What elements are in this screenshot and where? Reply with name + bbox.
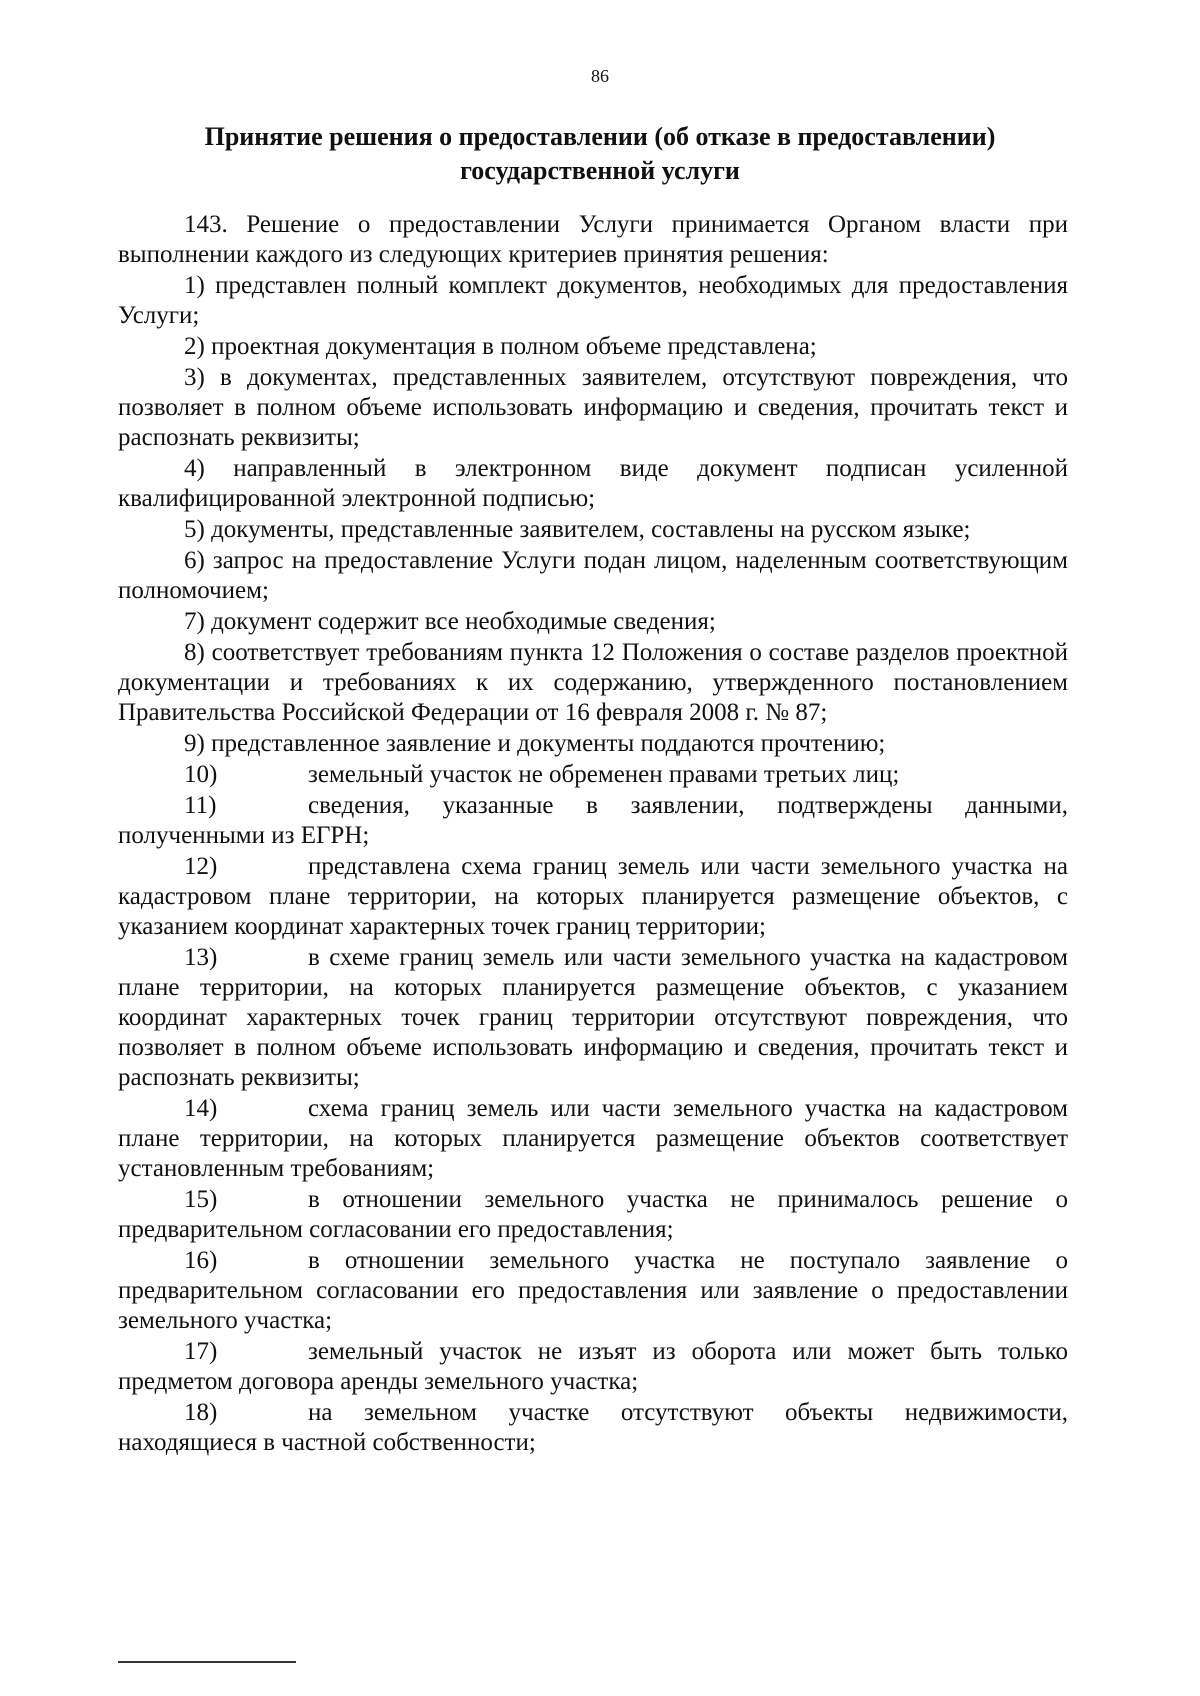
criteria-item: [118, 638, 1068, 728]
criteria-item-text: земельный участок не изъят из оборота или может быть только предметом договора аренды земельного участка;: [118, 1338, 1068, 1395]
section-title: [120, 120, 1080, 188]
criteria-item-number: 8): [184, 639, 205, 666]
criteria-item: [118, 760, 1068, 790]
criteria-item-number: 12): [184, 853, 218, 880]
criteria-item-number: 3): [184, 364, 205, 391]
page-number: 86: [591, 66, 609, 86]
criteria-item: [118, 852, 1068, 942]
criteria-item-text: схема границ земель или части земельного участка на кадастровом плане территории, на которых планируется размещение объектов соответствует установленным требованиям;: [118, 1095, 1068, 1182]
criteria-item-text: представлен полный комплект документов, необходимых для предоставления Услуги;: [118, 272, 1069, 329]
criteria-item: [118, 1337, 1068, 1397]
criteria-item-text: земельный участок не обременен правами третьих лиц;: [308, 761, 900, 788]
criteria-item: [118, 332, 1068, 362]
criteria-item: [118, 729, 1068, 759]
criteria-item-number: 6): [184, 547, 205, 574]
criteria-item-number: 18): [184, 1399, 218, 1426]
criteria-item-text: соответствует требованиям пункта 12 Положения о составе разделов проектной документации и требованиях к их содержанию, утвержденного постановлением Правительства Российской Федерации от 16 февраля 2008 г. № 87;: [118, 639, 1069, 726]
criteria-item-text: сведения, указанные в заявлении, подтверждены данными, полученными из ЕГРН;: [118, 792, 1068, 849]
criteria-item-number: 13): [184, 944, 218, 971]
criteria-item-text: направленный в электронном виде документ подписан усиленной квалифицированной электронной подписью;: [118, 455, 1068, 512]
criteria-item: [118, 363, 1068, 453]
criteria-item-number: 1): [184, 272, 205, 299]
criteria-item-text: документы, представленные заявителем, составлены на русском языке;: [211, 516, 971, 543]
criteria-item-number: 2): [184, 333, 205, 360]
document-body: [118, 210, 1068, 1459]
criteria-item-number: 10): [184, 761, 218, 788]
criteria-item-text: представлена схема границ земель или части земельного участка на кадастровом плане территории, на которых планируется размещение объектов, с указанием координат характерных точек границ территории;: [118, 853, 1068, 940]
title-line-1: Принятие решения о предоставлении (об отказе в предоставлении): [204, 122, 996, 151]
criteria-item-number: 16): [184, 1247, 218, 1274]
criteria-item: [118, 607, 1068, 637]
criteria-item-text: в документах, представленных заявителем, отсутствуют повреждения, что позволяет в полном объеме использовать информацию и сведения, прочитать текст и распознать реквизиты;: [118, 364, 1068, 451]
criteria-item: [118, 454, 1068, 514]
intro-paragraph: 143. Решение о предоставлении Услуги принимается Органом власти при выполнении каждого из следующих критериев принятия решения:: [118, 211, 1068, 268]
criteria-item-text: в схеме границ земель или части земельного участка на кадастровом плане территории, на которых планируется размещение объектов, с указанием координат характерных точек границ территории отсутствуют повреждения, что позволяет в полном объеме использовать информацию и сведения, прочитать текст и распознать реквизиты;: [118, 944, 1068, 1091]
criteria-item-text: в отношении земельного участка не принималось решение о предварительном согласовании его предоставления;: [118, 1186, 1068, 1243]
criteria-item: [118, 271, 1068, 331]
criteria-item: [118, 943, 1068, 1093]
criteria-item: [118, 791, 1068, 851]
criteria-item-text: представленное заявление и документы поддаются прочтению;: [211, 730, 886, 757]
criteria-list-continued: [118, 760, 1068, 1458]
criteria-item-number: 5): [184, 516, 205, 543]
criteria-item-text: в отношении земельного участка не поступало заявление о предварительном согласовании его предоставления или заявление о предоставлении земельного участка;: [118, 1247, 1068, 1334]
title-line-2: государственной услуги: [460, 156, 740, 185]
criteria-item-number: 17): [184, 1338, 218, 1365]
criteria-item-text: проектная документация в полном объеме представлена;: [211, 333, 817, 360]
criteria-item-text: на земельном участке отсутствуют объекты недвижимости, находящиеся в частной собственности;: [118, 1399, 1068, 1456]
criteria-list: [118, 271, 1068, 759]
footnote-rule: [118, 1661, 296, 1663]
criteria-item-number: 7): [184, 608, 205, 635]
criteria-item: [118, 546, 1068, 606]
criteria-item: [118, 1185, 1068, 1245]
criteria-item-text: запрос на предоставление Услуги подан лицом, наделенным соответствующим полномочием;: [118, 547, 1069, 604]
criteria-item-number: 4): [184, 455, 205, 482]
criteria-item-number: 9): [184, 730, 205, 757]
criteria-item-number: 14): [184, 1095, 218, 1122]
criteria-item: [118, 1246, 1068, 1336]
criteria-item-text: документ содержит все необходимые сведения;: [211, 608, 716, 635]
criteria-item: [118, 1094, 1068, 1184]
criteria-item: [118, 515, 1068, 545]
criteria-item-number: 15): [184, 1186, 218, 1213]
criteria-item-number: 11): [184, 792, 217, 819]
criteria-item: [118, 1398, 1068, 1458]
